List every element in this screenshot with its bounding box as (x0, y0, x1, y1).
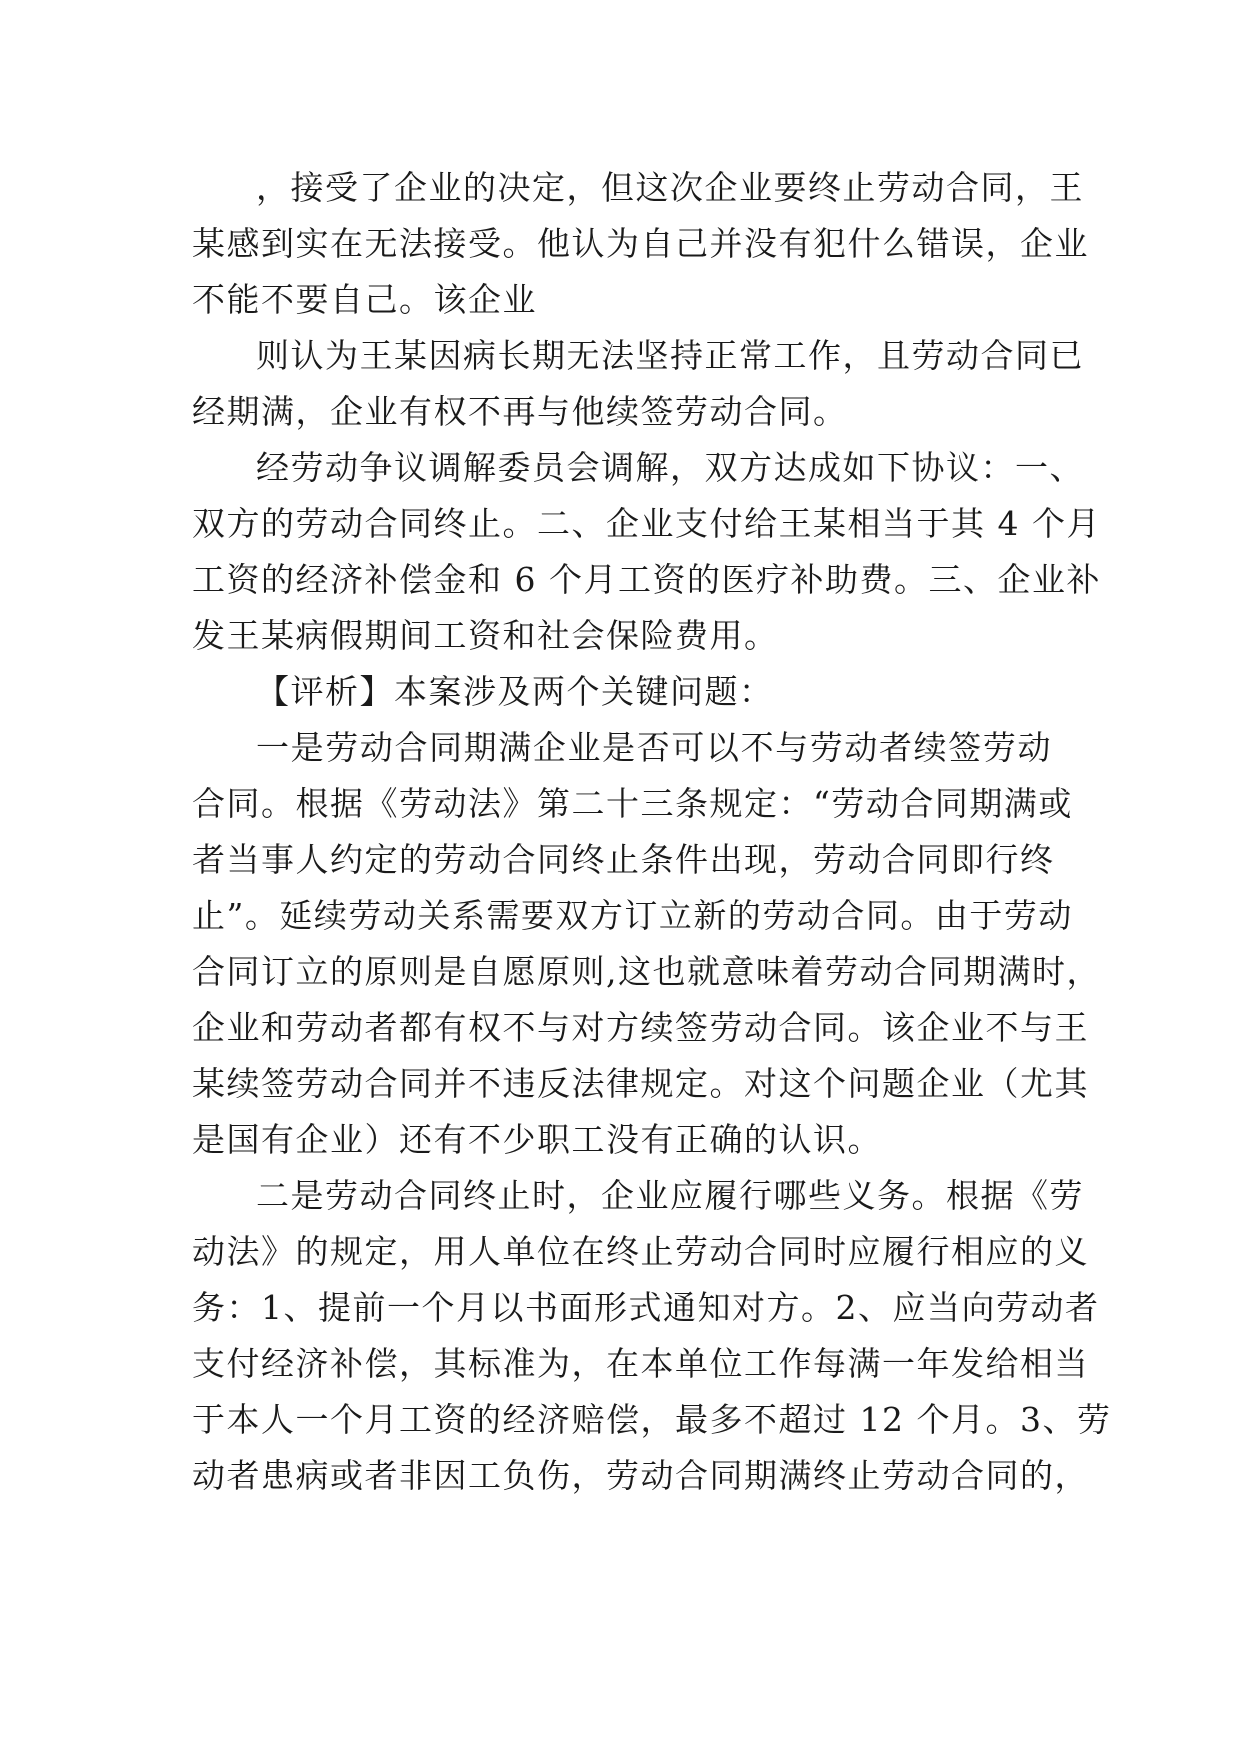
text-line: 动者患病或者非因工负伤，劳动合同期满终止劳动合同的， (192, 1456, 1089, 1495)
text-line: 发王某病假期间工资和社会保险费用。 (192, 616, 779, 655)
text-line: 动法》的规定，用人单位在终止劳动合同时应履行相应的义 (192, 1232, 1089, 1271)
text-line: 双方的劳动合同终止。二、企业支付给王某相当于其 4 个月 (192, 504, 1101, 543)
text-line: 企业和劳动者都有权不与对方续签劳动合同。该企业不与王 (192, 1008, 1089, 1047)
text-line: 【评析】本案涉及两个关键问题： (256, 672, 774, 711)
text-line: 合同订立的原则是自愿原则,这也就意味着劳动合同期满时， (192, 952, 1101, 991)
text-line: 某续签劳动合同并不违反法律规定。对这个问题企业（尤其 (192, 1064, 1089, 1103)
text-line: 则认为王某因病长期无法坚持正常工作，且劳动合同已 (256, 336, 1084, 375)
text-line: 某感到实在无法接受。他认为自己并没有犯什么错误，企业 (192, 224, 1089, 263)
text-line: 经劳动争议调解委员会调解，双方达成如下协议：一、 (256, 448, 1084, 487)
text-line: 二是劳动合同终止时，企业应履行哪些义务。根据《劳 (256, 1176, 1084, 1215)
text-line: 工资的经济补偿金和 6 个月工资的医疗补助费。三、企业补 (192, 560, 1101, 599)
text-line: 是国有企业）还有不少职工没有正确的认识。 (192, 1120, 882, 1159)
text-line: 于本人一个月工资的经济赔偿，最多不超过 12 个月。3、劳 (192, 1400, 1112, 1439)
text-line: 务：1、提前一个月以书面形式通知对方。2、应当向劳动者 (192, 1288, 1100, 1327)
text-line: 者当事人约定的劳动合同终止条件出现，劳动合同即行终 (192, 840, 1055, 879)
text-line: 止”。延续劳动关系需要双方订立新的劳动合同。由于劳动 (192, 896, 1073, 935)
text-line: ，接受了企业的决定，但这次企业要终止劳动合同，王 (256, 168, 1084, 207)
document-body (192, 160, 1112, 1504)
text-line: 支付经济补偿，其标准为，在本单位工作每满一年发给相当 (192, 1344, 1089, 1383)
text-line: 合同。根据《劳动法》第二十三条规定：“劳动合同期满或 (192, 784, 1073, 823)
text-line: 经期满，企业有权不再与他续签劳动合同。 (192, 392, 848, 431)
text-line: 不能不要自己。该企业 (192, 280, 537, 319)
text-line: 一是劳动合同期满企业是否可以不与劳动者续签劳动 (256, 728, 1052, 767)
